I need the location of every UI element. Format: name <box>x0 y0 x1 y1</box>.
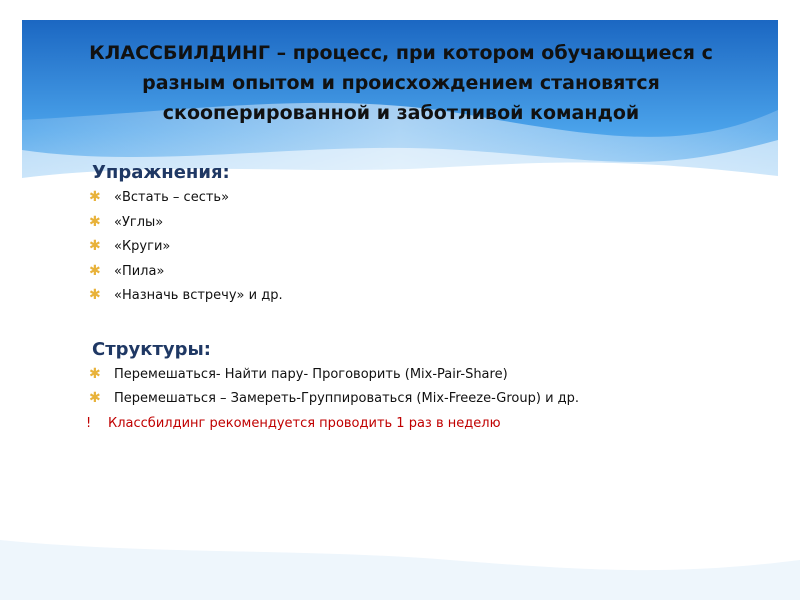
list-item: ✱ «Назначь встречу» и др. <box>92 284 772 309</box>
asterisk-bullet-icon: ✱ <box>89 238 101 254</box>
list-item: ✱ «Пила» <box>92 260 772 285</box>
asterisk-bullet-icon: ✱ <box>89 365 101 382</box>
list-item: ✱ «Круги» <box>92 235 772 260</box>
asterisk-bullet-icon: ✱ <box>89 287 101 303</box>
structures-heading: Структуры: <box>92 338 212 360</box>
frequency-note <box>86 412 772 436</box>
slide-content <box>86 160 772 436</box>
asterisk-bullet-icon: ✱ <box>89 213 101 230</box>
asterisk-bullet-icon: ✱ <box>89 262 101 279</box>
asterisk-bullet-icon: ✱ <box>89 189 101 205</box>
note-text: Классбилдинг рекомендуется проводить 1 раз в неделю <box>108 415 501 431</box>
list-item: ✱ Перемешаться- Найти пару- Проговорить (Mix-Pair-Share) <box>92 363 772 388</box>
exclamation-icon: ! <box>86 415 92 431</box>
asterisk-bullet-icon: ✱ <box>89 390 101 406</box>
exercises-list <box>89 186 772 309</box>
list-item: ✱ «Встать – сесть» <box>92 186 772 211</box>
structures-list <box>89 363 772 412</box>
list-item: ✱ Перемешаться – Замереть-Группироваться (Mix-Freeze-Group) и др. <box>92 387 772 412</box>
list-item: ✱ «Углы» <box>92 211 772 236</box>
exercises-heading: Упражнения: <box>92 162 230 183</box>
slide-title: КЛАССБИЛДИНГ – процесс, при котором обучающиеся с разным опытом и происхождением становятся скооперированной и заботливой командой <box>89 42 713 124</box>
